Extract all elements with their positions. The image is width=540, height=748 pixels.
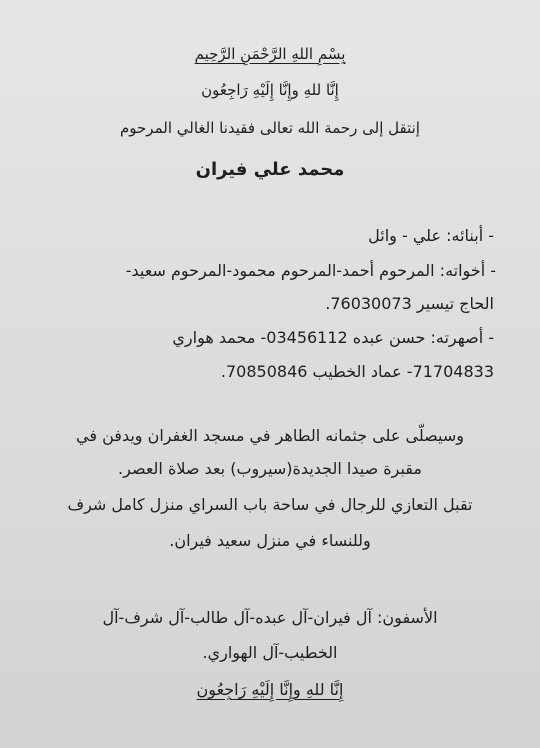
mourners-line-2: الخطيب-آل الهواري. [202,643,338,662]
opening-verse: إِنَّا للهِ وإِنَّا إِلَيْهِ رَاجِعُون [201,81,339,99]
inlaws-line-1: - أصهرته: حسن عبده 03456112- محمد هواري [172,328,494,347]
basmala: بِسْمِ اللهِ الرَّحْمَنِ الرَّحِيم [194,45,346,63]
prayer-line-2: مقبرة صيدا الجديدة(سيروب) بعد صلاة العصر. [118,459,422,478]
deceased-name: محمد علي فيران [195,159,345,180]
condolence-line-2: وللنساء في منزل سعيد فيران. [169,531,371,550]
sisters-line-2: الحاج تيسير 76030073. [325,294,494,313]
mourners-line-1: الأسفون: آل فيران-آل عبده-آل طالب-آل شرف-آل [102,608,438,627]
sisters-line-1: - أخواته: المرحوم أحمد-المرحوم محمود-المرحوم سعيد- [125,261,496,280]
sons-line: - أبنائه: علي - وائل [368,226,494,245]
prayer-line-1: وسيصلّى على جثمانه الطاهر في مسجد الغفران ويدفن في [76,426,464,445]
inlaws-line-2: 71704833- عماد الخطيب 70850846. [220,362,494,381]
intro-line: إنتقل إلى رحمة الله تعالى فقيدنا الغالي المرحوم [120,119,420,137]
condolence-line-1: تقبل التعازي للرجال في ساحة باب السراي منزل كامل شرف [67,495,473,514]
closing-verse: إِنَّا للهِ وإِنَّا إِلَيْهِ رَاجِعُون [196,680,344,699]
